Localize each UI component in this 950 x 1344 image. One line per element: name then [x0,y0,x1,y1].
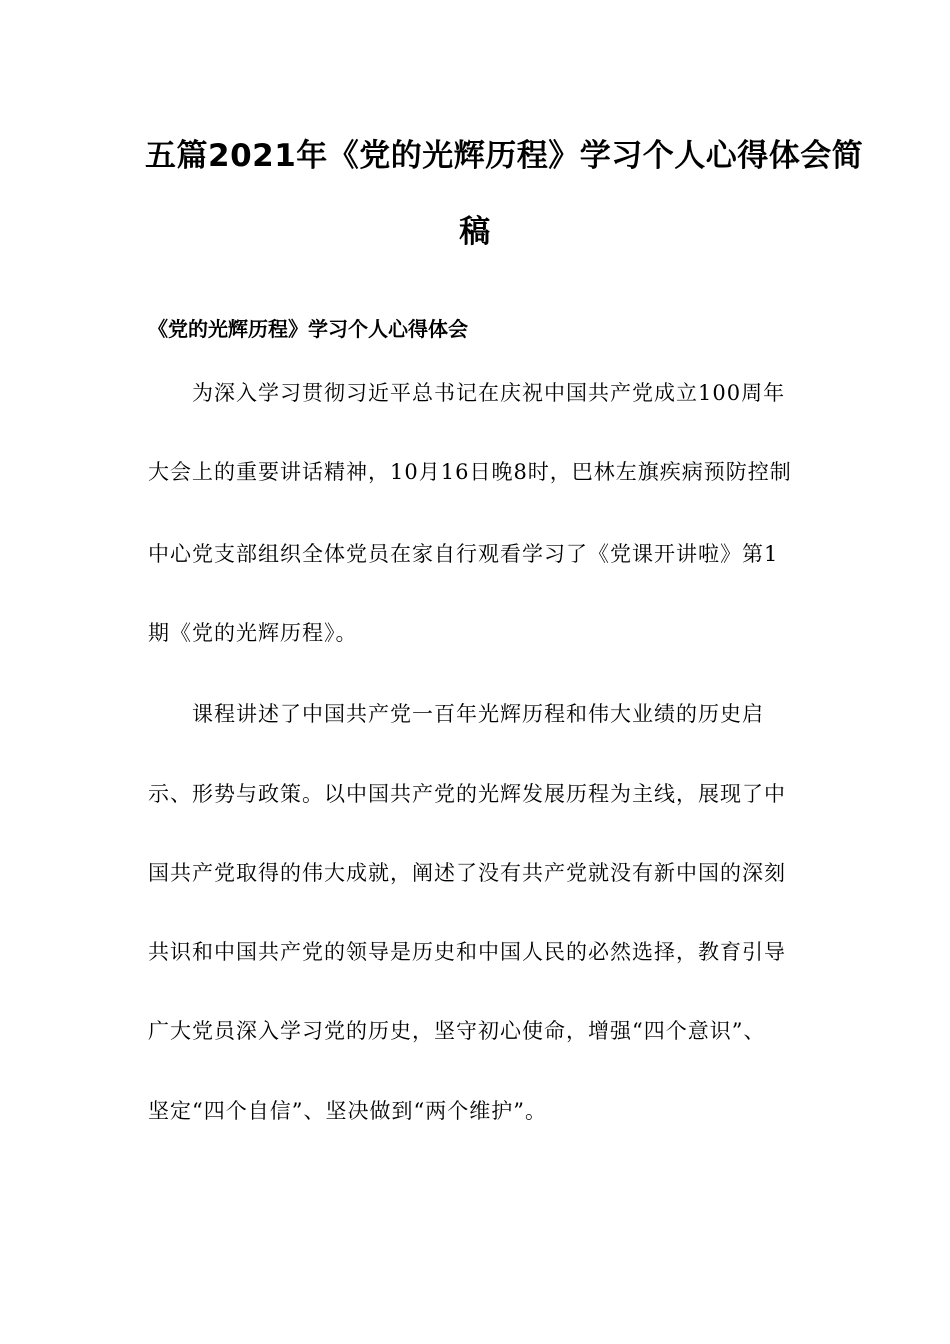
paragraph-2-line-5: 广大党员深入学习党的历史，坚守初心使命，增强“四个意识”、 [148,1019,766,1043]
paragraph-1-line-1: 为深入学习贯彻习近平总书记在庆祝中国共产党成立100周年 [148,381,786,405]
paragraph-2-line-3: 国共产党取得的伟大成就，阐述了没有共产党就没有新中国的深刻 [148,861,786,885]
document-title-line-1: 五篇2021年《党的光辉历程》学习个人心得体会简 [145,138,864,174]
section-heading: 《党的光辉历程》学习个人心得体会 [148,317,468,341]
paragraph-1-line-2: 大会上的重要讲话精神，10月16日晚8时，巴林左旗疾病预防控制 [148,460,792,484]
paragraph-2-line-1: 课程讲述了中国共产党一百年光辉历程和伟大业绩的历史启 [148,702,764,726]
paragraph-2-line-2: 示、形势与政策。以中国共产党的光辉发展历程为主线，展现了中 [148,782,786,806]
paragraph-1-line-4: 期《党的光辉历程》。 [148,621,358,645]
paragraph-2-line-6: 坚定“四个自信”、坚决做到“两个维护”。 [148,1099,547,1123]
document-title-line-2: 稿 [459,214,491,250]
paragraph-2-line-4: 共识和中国共产党的领导是历史和中国人民的必然选择，教育引导 [148,940,786,964]
paragraph-1-line-3: 中心党支部组织全体党员在家自行观看学习了《党课开讲啦》第1 [148,542,779,566]
